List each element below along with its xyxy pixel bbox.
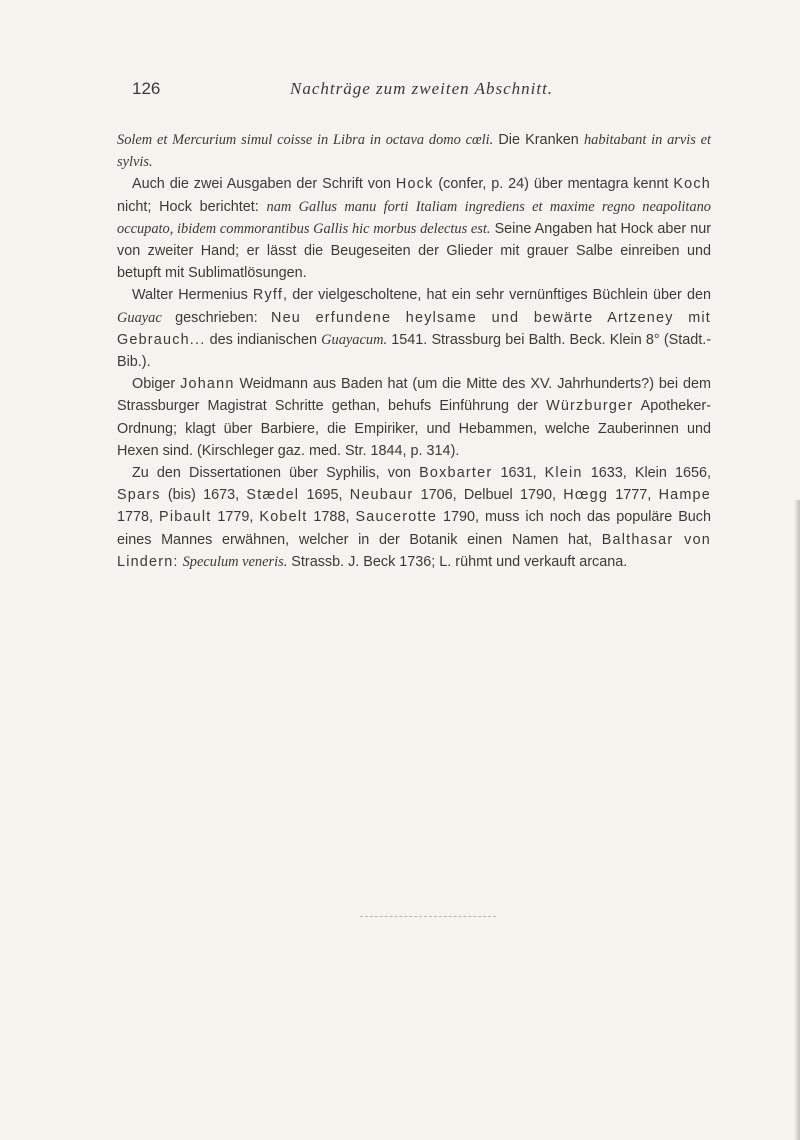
text-run: Weidmann aus Baden hat (um die Mitte des XV. Jahrhunderts?) bei dem Strassburger Magistrat Schritte gethan, behufs Einführung der bbox=[117, 376, 711, 415]
name-boxbarter: Boxbarter bbox=[419, 465, 493, 482]
running-head: Nachträge zum zweiten Abschnitt. bbox=[290, 79, 554, 98]
name-staedel: Stædel bbox=[246, 487, 300, 504]
text-run: Die Kranken bbox=[493, 132, 584, 148]
page-number: 126 bbox=[132, 79, 161, 98]
text-run: 1778, bbox=[117, 509, 160, 526]
book-title-speculum: Speculum veneris. bbox=[182, 553, 288, 570]
name-spars: Spars bbox=[117, 487, 161, 504]
page-header bbox=[132, 79, 712, 103]
paragraph-1 bbox=[117, 129, 711, 173]
text-run: 1790, muss ich noch das populäre Buch eines Mannes erwähnen, welcher in der Botanik einen Namen hat, bbox=[117, 509, 711, 548]
term-guayacum: Guayacum. bbox=[321, 331, 388, 348]
name-balthasar: Balthasar von Lindern: bbox=[117, 531, 711, 570]
text-run: 1541. Strassburg bei Balth. Beck. Klein 8° (Stadt.-Bib.). bbox=[117, 331, 711, 371]
name-kobelt: Kobelt bbox=[259, 509, 308, 526]
term-guayac: Guayac bbox=[117, 309, 162, 326]
name-johann: Johann bbox=[180, 376, 235, 393]
name-neubaur: Neubaur bbox=[349, 487, 414, 504]
name-klein: Klein bbox=[544, 465, 583, 482]
section-rule bbox=[360, 916, 496, 917]
paragraph-5 bbox=[117, 462, 711, 573]
text-run: , der vielgescholtene, hat ein sehr vernünftiges Büchlein über den bbox=[283, 287, 711, 304]
text-run: geschrieben: bbox=[161, 309, 271, 326]
name-hoegg: Hœgg bbox=[563, 487, 609, 504]
text-run: Seine Angaben hat Hock aber nur von zweiter Hand; er lässt die Beugeseiten der Glieder mit grauer Salbe einreiben und betupft mit Sublimatlösungen. bbox=[117, 220, 712, 282]
text-run: Obiger bbox=[132, 376, 181, 393]
name-koch: Koch bbox=[673, 176, 711, 193]
text-run: Apotheker-Ordnung; klagt über Barbiere, die Empiriker, und Hebammen, welche Zauberinnen und Hexen sind. (Kirschleger gaz. med. Str. 1844, p. 314). bbox=[117, 398, 711, 459]
text-run: Walter Hermenius bbox=[132, 287, 253, 304]
name-wurzburger: Würzburger bbox=[546, 398, 634, 415]
latin-quote: habitabant in arvis et sylvis. bbox=[117, 132, 712, 171]
text-run: nicht; Hock berichtet: bbox=[117, 198, 267, 215]
text-run: 1633, Klein 1656, bbox=[582, 465, 711, 482]
paragraph-3 bbox=[117, 284, 711, 373]
text-run: (bis) 1673, bbox=[160, 487, 247, 504]
text-run: Strassb. J. Beck 1736; L. rühmt und verkauft arcana. bbox=[287, 553, 628, 570]
text-run: 1779, bbox=[211, 509, 260, 526]
name-hock: Hock bbox=[395, 176, 434, 193]
paragraph-4 bbox=[117, 373, 711, 462]
text-run: 1695, bbox=[299, 487, 350, 504]
name-hampe: Hampe bbox=[658, 487, 711, 504]
text-run: Zu den Dissertationen über Syphilis, von bbox=[132, 465, 420, 482]
text-run: 1788, bbox=[307, 509, 356, 526]
text-run: 1777, bbox=[608, 487, 659, 504]
paragraph-2 bbox=[117, 173, 711, 284]
latin-quote: Solem et Mercurium simul coisse in Libra in octava domo cœli. bbox=[117, 132, 494, 148]
page-edge-shadow bbox=[794, 500, 800, 1140]
latin-quote: nam Gallus manu forti Italiam ingrediens et maxime regno neapolitano occupato, ibidem commorantibus Gallis hic morbus delectus est. bbox=[117, 198, 712, 237]
text-run: Auch die zwei Ausgaben der Schrift von bbox=[132, 176, 396, 193]
text-run: 1631, bbox=[492, 465, 545, 482]
name-pibault: Pibault bbox=[159, 509, 212, 526]
text-run: (confer, p. 24) über mentagra kennt bbox=[433, 176, 674, 193]
body-text bbox=[117, 129, 711, 573]
text-run: 1706, Delbuel 1790, bbox=[413, 487, 564, 504]
text-run: des indianischen bbox=[205, 331, 322, 348]
name-ryff: Ryff bbox=[252, 287, 284, 304]
book-title: Neu erfundene heylsame und bewärte Artzeney mit Gebrauch... bbox=[117, 309, 711, 348]
name-saucerotte: Saucerotte bbox=[355, 509, 438, 526]
